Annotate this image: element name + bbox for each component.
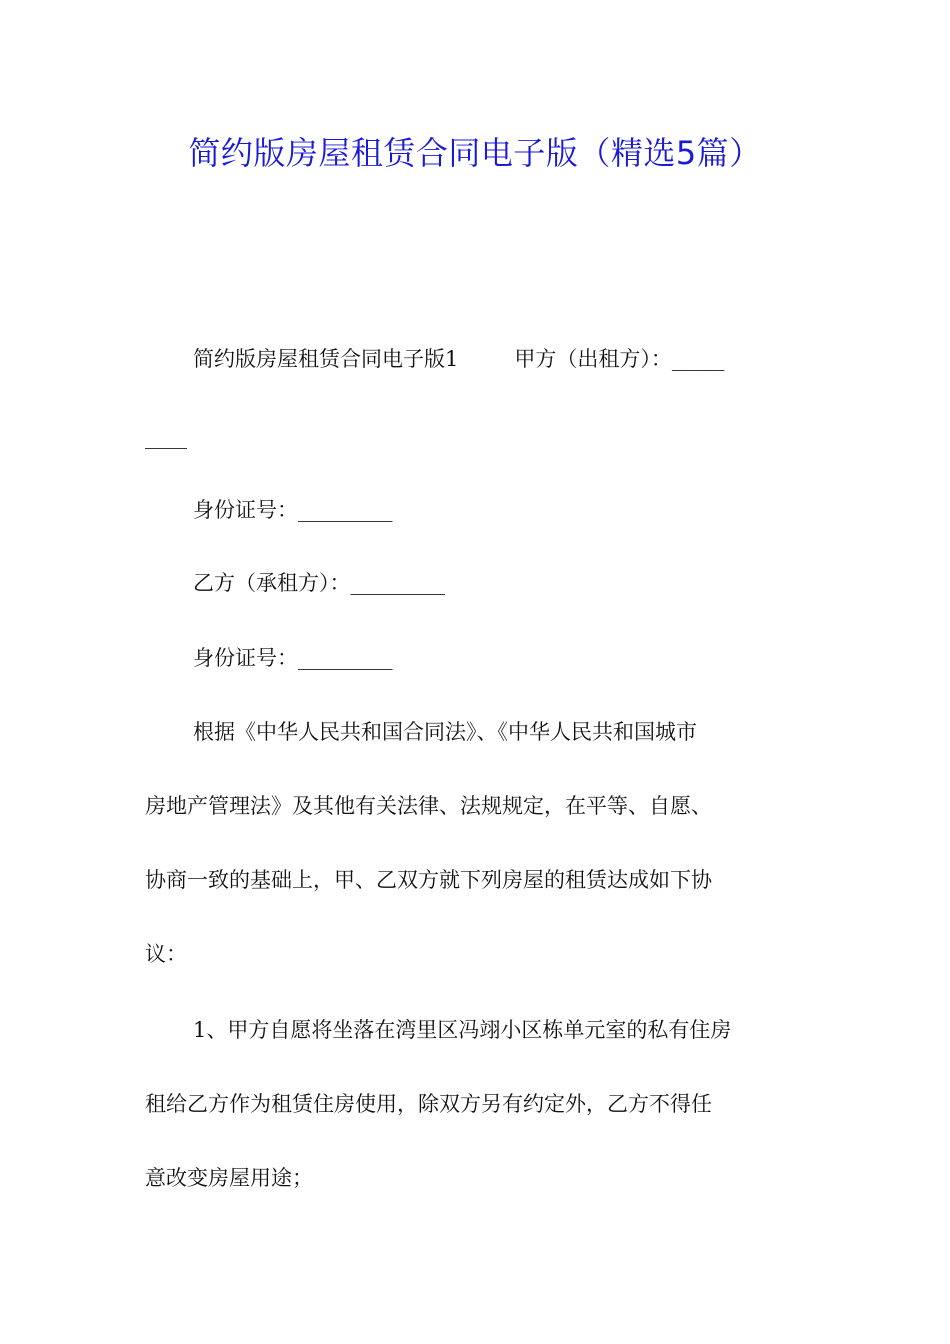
party-a-field: 甲方（出租方）：_____: [514, 347, 725, 371]
party-b-field: 乙方（承租方）：_________: [193, 571, 445, 595]
contract-subtitle: 简约版房屋租赁合同电子版1: [193, 347, 459, 371]
party-a-id-field: 身份证号：_________: [193, 498, 393, 522]
clause-1-line: 租给乙方作为租赁住房使用，除双方另有约定外，乙方不得任: [145, 1092, 712, 1116]
body-text-line: 根据《中华人民共和国合同法》、《中华人民共和国城市: [193, 720, 697, 744]
party-a-blank-continued: ____: [145, 425, 187, 449]
clause-1-line: 意改变房屋用途；: [145, 1166, 313, 1190]
body-text-line: 房地产管理法》及其他有关法律、法规规定，在平等、自愿、: [145, 794, 712, 818]
body-text-line: 协商一致的基础上，甲、乙双方就下列房屋的租赁达成如下协: [145, 868, 712, 892]
party-b-id-field: 身份证号：_________: [193, 646, 393, 670]
paragraph-heading-line: [193, 344, 724, 374]
document-title: 简约版房屋租赁合同电子版（精选5篇）: [188, 134, 762, 172]
body-text-line: 议：: [145, 942, 187, 966]
clause-1-line: 1、甲方自愿将坐落在湾里区冯翊小区栋单元室的私有住房: [193, 1018, 732, 1042]
